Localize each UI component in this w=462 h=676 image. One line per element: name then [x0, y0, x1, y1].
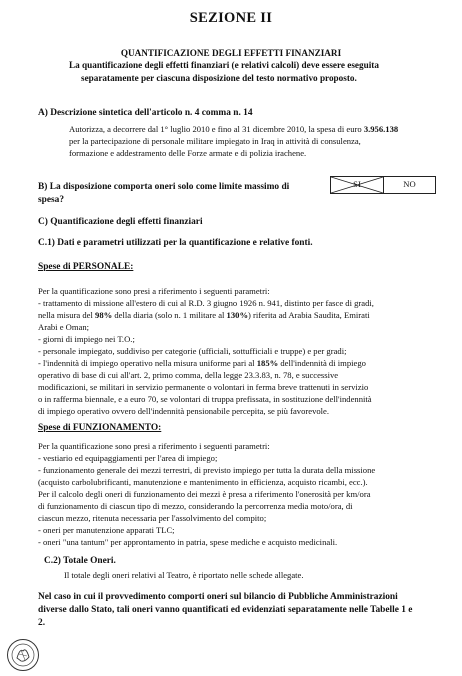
section-a-line-2: per la partecipazione di personale militare impiegato in Iraq in attività di consulenza,: [69, 136, 361, 146]
funzionamento-line: di funzionamento di ciascun tipo di mezzo, considerando la percorrenza media moto/ora, di: [38, 501, 353, 511]
personale-line: - personale impiegato, suddiviso per categorie (ufficiali, sottufficiali e truppe) e per gradi;: [38, 346, 347, 356]
section-c1-heading: C.1) Dati e parametri utilizzati per la quantificazione e relative fonti.: [38, 238, 313, 248]
funzionamento-line: - funzionamento generale dei mezzi terrestri, di previsto impiego per tutta la durata della missione: [38, 465, 376, 475]
section-c2-text: Il totale degli oneri relativi al Teatro, è riportato nelle schede allegate.: [64, 570, 304, 580]
no-cell: [384, 177, 435, 193]
personale-line: di impiego operativo ovvero dell'indennità pensionabile percepita, se più favorevole.: [38, 406, 330, 416]
section-c-heading: C) Quantificazione degli effetti finanziari: [38, 217, 203, 227]
personale-line: o in rafferma biennale, e a euro 70, se volontari di truppa prefissata, in sostituzione dell'indennità: [38, 394, 372, 404]
section-a-heading: A) Descrizione sintetica dell'articolo n. 4 comma n. 14: [38, 108, 253, 118]
subtitle-line-2: La quantificazione degli effetti finanziari (e relativi calcoli) deve essere eseguita: [69, 60, 379, 70]
official-seal-icon: [6, 638, 40, 672]
funzionamento-line: Per la quantificazione sono presi a riferimento i seguenti parametri:: [38, 441, 270, 451]
personale-line: Arabi e Oman;: [38, 322, 90, 332]
funzionamento-line: ciascun mezzo, ritenuta necessaria per l'assolvimento del compito;: [38, 513, 267, 523]
yes-cell: [331, 177, 384, 193]
subtitle: QUANTIFICAZIONE DEGLI EFFETTI FINANZIARI: [120, 48, 342, 58]
yes-label: SI: [353, 179, 361, 189]
funzionamento-line: - vestiario ed equipaggiamenti per l'area di impiego;: [38, 453, 218, 463]
funzionamento-line: Per il calcolo degli oneri di funzionamento dei mezzi è presa a riferimento l'onerosità per km/ora: [38, 489, 371, 499]
section-c2-heading: C.2) Totale Oneri.: [44, 556, 116, 566]
personale-heading: Spese di PERSONALE:: [38, 262, 134, 272]
personale-line: - giorni di impiego nei T.O.;: [38, 334, 135, 344]
funzionamento-line: (acquisto carbolubrificanti, manutenzione e mantenimento in efficienza, acquisto ricambi, ecc.).: [38, 477, 368, 487]
personale-line: - l'indennità di impiego operativo nella misura uniforme pari al 185% dell'indennità di impiego: [38, 358, 366, 368]
footer-note-line-3: 2.: [38, 618, 46, 628]
personale-line: operativo di base di cui all'art. 2, primo comma, della legge 23.3.83, n. 78, e successive: [38, 370, 339, 380]
personale-line: Per la quantificazione sono presi a riferimento i seguenti parametri:: [38, 286, 270, 296]
personale-line: modificazioni, se militari in servizio permanente o volontari in ferma breve trattenuti in servizio: [38, 382, 369, 392]
funzionamento-line: - oneri per manutenzione apparati TLC;: [38, 525, 175, 535]
funzionamento-line: - oneri "una tantum" per approntamento in patria, spese mediche e acquisto medicinali.: [38, 537, 338, 547]
subtitle-line-3: separatamente per ciascuna disposizione del testo normativo proposto.: [81, 73, 357, 83]
footer-note-line-1: Nel caso in cui il provvedimento comporti oneri sul bilancio di Pubbliche Amministrazioni: [38, 592, 398, 602]
funzionamento-heading: Spese di FUNZIONAMENTO:: [38, 423, 162, 433]
personale-line: nella misura del 98% della diaria (solo n. 1 militare al 130%) riferita ad Arabia Saudita, Emirati: [38, 310, 370, 320]
section-b-heading-2: spesa?: [38, 195, 65, 205]
personale-line: - trattamento di missione all'estero di cui al R.D. 3 giugno 1926 n. 941, distinto per fasce di gradi,: [38, 298, 374, 308]
section-title: SEZIONE II: [189, 10, 273, 26]
section-a-line-1: Autorizza, a decorrere dal 1° luglio 2010 e fino al 31 dicembre 2010, la spesa di euro 3.956.138: [69, 124, 399, 134]
section-a-line-3: formazione e addestramento delle Forze armate e di polizia irachene.: [69, 148, 307, 158]
yes-no-box: [330, 176, 436, 194]
no-label: NO: [403, 179, 416, 189]
section-b-heading: B) La disposizione comporta oneri solo come limite massimo di: [38, 182, 290, 192]
footer-note-line-2: diverse dallo Stato, tali oneri vanno quantificati ed evidenziati separatamente nelle Tabelle 1 e: [38, 605, 413, 615]
